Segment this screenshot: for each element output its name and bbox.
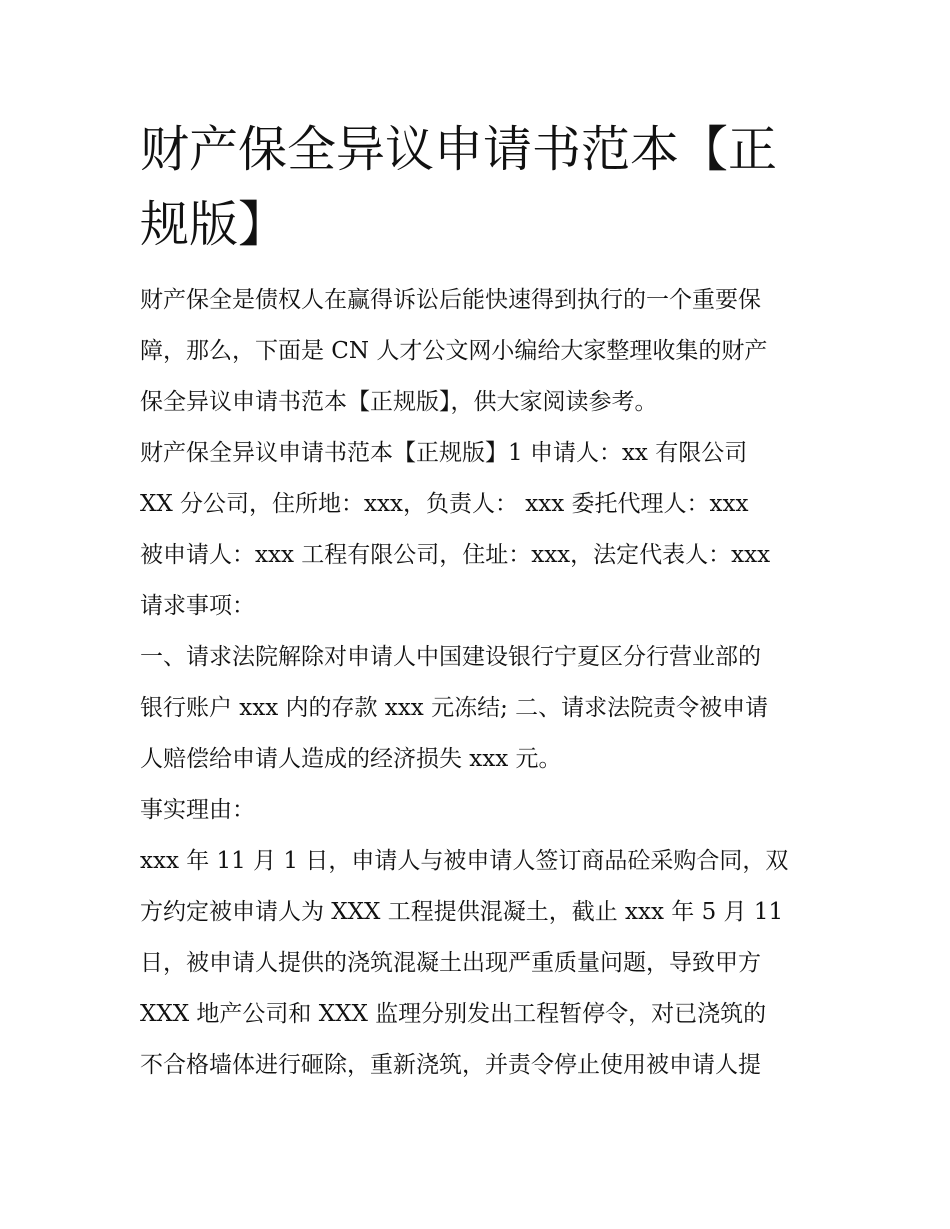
- document-title: [140, 112, 830, 262]
- document-body: [140, 275, 830, 1091]
- body-line: 事实理由：: [140, 797, 255, 823]
- body-line: 人赔偿给申请人造成的经济损失 xxx 元。: [140, 746, 562, 772]
- body-line: 财产保全异议申请书范本【正规版】1 申请人：xx 有限公司: [140, 440, 748, 466]
- body-line: XXX 地产公司和 XXX 监理分别发出工程暂停令，对已浇筑的: [140, 1001, 767, 1027]
- body-line: 保全异议申请书范本【正规版】，供大家阅读参考。: [140, 389, 658, 415]
- body-line: XX 分公司，住所地：xxx，负责人： xxx 委托代理人：xxx: [140, 491, 749, 517]
- body-line: 方约定被申请人为 XXX 工程提供混凝土，截止 xxx 年 5 月 11: [140, 899, 784, 925]
- title-line: 规版】: [140, 196, 288, 253]
- body-line: 请求事项：: [140, 593, 255, 619]
- body-line: 财产保全是债权人在赢得诉讼后能快速得到执行的一个重要保: [140, 287, 761, 313]
- body-line: 一、请求法院解除对申请人中国建设银行宁夏区分行营业部的: [140, 644, 761, 670]
- body-line: 银行账户 xxx 内的存款 xxx 元冻结; 二、请求法院责令被申请: [140, 695, 769, 721]
- body-line: 不合格墙体进行砸除，重新浇筑，并责令停止使用被申请人提: [140, 1052, 761, 1078]
- body-line: 日，被申请人提供的浇筑混凝土出现严重质量问题，导致甲方: [140, 950, 761, 976]
- body-line: 被申请人：xxx 工程有限公司，住址：xxx，法定代表人：xxx: [140, 542, 771, 568]
- body-line: xxx 年 11 月 1 日，申请人与被申请人签订商品砼采购合同，双: [140, 848, 789, 874]
- title-line: 财产保全异议申请书范本【正: [140, 121, 778, 178]
- body-line: 障，那么，下面是 CN 人才公文网小编给大家整理收集的财产: [140, 338, 768, 364]
